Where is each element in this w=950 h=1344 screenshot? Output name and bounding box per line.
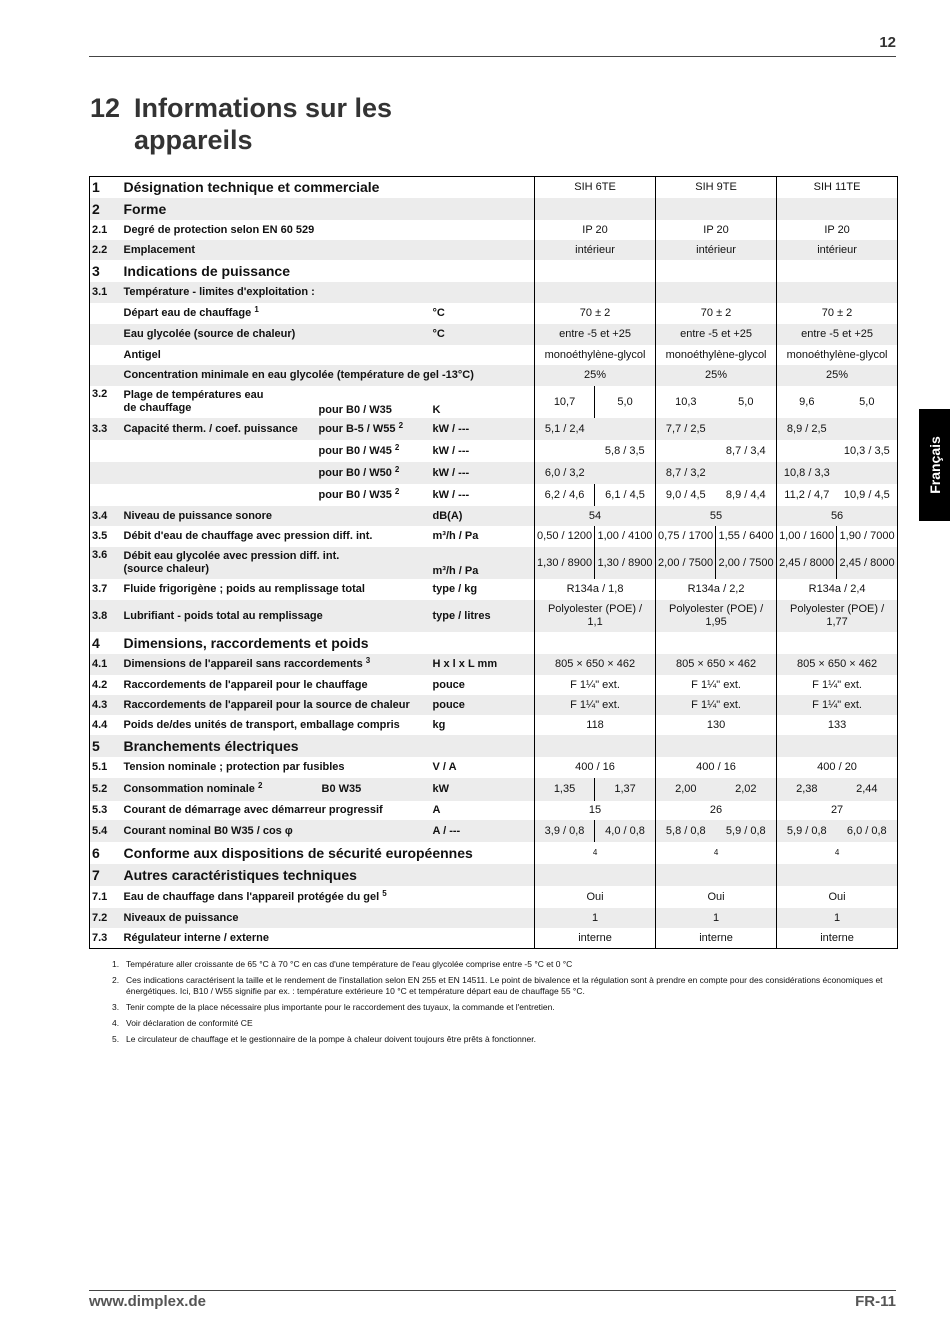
- table-row: [90, 820, 898, 842]
- value-cell: [595, 462, 656, 484]
- value-cell: interne: [656, 928, 777, 949]
- value-cell: 8,7 / 3,4: [725, 444, 766, 457]
- row-label: Niveau de puissance sonore: [122, 506, 431, 526]
- row-id: 7: [90, 864, 122, 886]
- row-id: 3.8: [90, 600, 122, 632]
- value-cell: 1,00 / 4100: [595, 526, 656, 547]
- unit: A: [432, 804, 441, 816]
- value-cell: 1,30 / 8900: [535, 547, 595, 579]
- value-cell: 5,0: [859, 395, 875, 408]
- value-cell: 400 / 16: [656, 757, 777, 778]
- value-cell: 4,0 / 0,8: [595, 820, 656, 842]
- footnote: 3. Tenir compte de la place nécessaire plus importante pour le raccordement des tuyaux, la commande et l'entretien.: [112, 1002, 555, 1012]
- row-label: Fluide frigorigène ; poids au remplissage total: [123, 583, 365, 595]
- top-rule: [89, 56, 896, 57]
- row-id: 6: [92, 844, 100, 861]
- row-label: Raccordements de l'appareil pour le chauffage: [123, 678, 368, 691]
- value-cell: Oui: [656, 886, 777, 908]
- value-cell: Oui: [535, 886, 656, 908]
- value-cell: interne: [535, 928, 656, 949]
- value-cell: 8,9 / 2,5: [777, 418, 837, 440]
- row-label: Tension nominale ; protection par fusibles: [123, 761, 345, 773]
- value-cell: 8,9 / 4,4: [725, 488, 766, 501]
- value-cell: 26: [656, 801, 777, 820]
- row-label: Capacité therm. / coef. puissance: [122, 418, 317, 440]
- footnote-ref: 2: [394, 464, 400, 474]
- value-cell: 70 ± 2: [777, 303, 898, 324]
- value-cell: 9,0 / 4,5: [656, 484, 716, 506]
- row-id: 5.2: [90, 778, 122, 801]
- value-cell: 70 ± 2: [535, 303, 656, 324]
- footnote-ref: 2: [394, 442, 400, 452]
- row-id: 3.4: [90, 506, 122, 526]
- table-row: [90, 600, 898, 632]
- row-label: Degré de protection selon EN 60 529: [123, 223, 315, 236]
- unit: m³/h / Pa: [432, 530, 479, 542]
- table-row: [90, 654, 898, 675]
- table-row: [90, 240, 898, 260]
- table-row: [90, 908, 898, 928]
- value-cell: 5,9 / 0,8: [716, 820, 777, 842]
- value-cell: 5,8 / 3,5: [604, 444, 645, 457]
- row-label: Eau glycolée (source de chaleur): [122, 324, 431, 345]
- value-cell: 2,00 / 7500: [716, 547, 777, 579]
- unit: pouce: [431, 695, 535, 715]
- value-cell: R134a / 1,8: [535, 579, 656, 600]
- value-cell: 0,75 / 1700: [656, 526, 716, 547]
- unit: °C: [431, 324, 535, 345]
- value-cell: 1,55 / 6400: [716, 526, 777, 547]
- unit: type / litres: [431, 600, 535, 632]
- value-cell: 10,8 / 3,3: [777, 462, 837, 484]
- unit: pouce: [432, 678, 465, 691]
- value-cell: 1: [777, 908, 898, 928]
- row-id: 3.1: [90, 282, 122, 303]
- value-cell: 70 ± 2: [656, 303, 777, 324]
- value-cell: 118: [535, 715, 656, 735]
- row-id: 1: [92, 179, 100, 196]
- table-row: [90, 324, 898, 345]
- unit: kg: [432, 718, 446, 731]
- value-cell: 8,7 / 3,2: [656, 462, 716, 484]
- table-row: [90, 632, 898, 654]
- table-row: [90, 177, 898, 198]
- value-cell: entre -5 et +25: [656, 324, 777, 345]
- row-id: 2: [90, 198, 122, 220]
- value-cell: 6,0 / 0,8: [837, 820, 898, 842]
- value-cell: 15: [535, 801, 656, 820]
- unit: A / ---: [431, 820, 535, 842]
- value-cell: 25%: [656, 365, 777, 386]
- model-3: SIH 11TE: [777, 177, 898, 198]
- unit: dB(A): [431, 506, 535, 526]
- value-cell: 2,38: [777, 778, 837, 801]
- footnote-ref: 4: [777, 842, 898, 864]
- footnotes: [112, 959, 892, 1050]
- unit: kW: [431, 778, 535, 801]
- table-row: [90, 842, 898, 864]
- value-cell: 805 × 650 × 462: [777, 654, 898, 675]
- value-cell: R134a / 2,4: [777, 579, 898, 600]
- value-cell: [716, 418, 777, 440]
- value-cell: 7,7 / 2,5: [656, 418, 716, 440]
- chapter-title-text: Informations sur les appareils: [134, 93, 393, 155]
- row-label: Conforme aux dispositions de sécurité européennes: [123, 844, 473, 861]
- value-cell: [535, 440, 595, 462]
- condition: pour B-5 / W55 $^2$: [317, 418, 431, 440]
- row-id: 3.2: [92, 387, 108, 400]
- table-row: [90, 260, 898, 282]
- table-row: [90, 886, 898, 908]
- value-cell: 0,50 / 1200: [535, 526, 595, 547]
- value-cell: 1,35: [535, 778, 595, 801]
- value-cell: Oui: [777, 886, 898, 908]
- table-row: [90, 778, 898, 801]
- value-cell: F 1¼" ext.: [656, 675, 777, 695]
- value-cell: 5,0: [738, 395, 754, 408]
- table-row: [90, 198, 898, 220]
- condition: pour B0 / W35 $^2$: [318, 486, 400, 501]
- value-cell: 3,9 / 0,8: [535, 820, 595, 842]
- table-row: [90, 462, 898, 484]
- model-1: SIH 6TE: [535, 177, 656, 198]
- value-cell: 805 × 650 × 462: [656, 654, 777, 675]
- row-id: 4.3: [90, 695, 122, 715]
- value-cell: 6,1 / 4,5: [595, 484, 656, 506]
- value-cell: 27: [777, 801, 898, 820]
- value-cell: monoéthylène-glycol: [777, 345, 898, 365]
- website-link[interactable]: www.dimplex.de: [89, 1293, 206, 1310]
- value-cell: 5,8 / 0,8: [656, 820, 716, 842]
- row-id: 5.4: [90, 820, 122, 842]
- value-cell: 10,3 / 3,5: [843, 444, 890, 457]
- value-cell: 54: [535, 506, 656, 526]
- row-label: Eau de chauffage dans l'appareil protégée du gel $^5$: [123, 888, 387, 903]
- condition: pour B0 / W45 $^2$: [318, 442, 400, 457]
- row-id: 3.5: [92, 530, 108, 542]
- row-id: 7.1: [92, 890, 108, 903]
- table-row: [90, 365, 898, 386]
- footnote-ref: 5: [382, 888, 387, 898]
- row-label: Indications de puissance: [123, 262, 290, 279]
- value-cell: 10,3: [656, 386, 716, 418]
- value-cell: 11,2 / 4,7: [777, 484, 837, 506]
- spec-table: [89, 176, 898, 949]
- row-label: Température - limites d'exploitation :: [122, 282, 535, 303]
- footnote-ref: 4: [535, 842, 656, 864]
- value-cell: F 1¼" ext.: [656, 695, 777, 715]
- row-label: Plage de températures eau de chauffage: [123, 388, 264, 414]
- row-id: 5: [90, 735, 122, 757]
- value-cell: [777, 440, 837, 462]
- value-cell: 2,02: [716, 778, 777, 801]
- table-row: [90, 220, 898, 240]
- value-cell: monoéthylène-glycol: [535, 345, 656, 365]
- value-cell: 9,6: [777, 386, 837, 418]
- value-cell: F 1¼" ext.: [535, 675, 656, 695]
- footnote: 4. Voir déclaration de conformité CE: [112, 1018, 253, 1028]
- unit: kW / ---: [432, 488, 470, 501]
- unit: kW / ---: [431, 462, 535, 484]
- row-id: 2.1: [92, 223, 108, 236]
- value-cell: 5,9 / 0,8: [777, 820, 837, 842]
- value-cell: 2,45 / 8000: [837, 547, 898, 579]
- value-cell: entre -5 et +25: [535, 324, 656, 345]
- table-row: [90, 579, 898, 600]
- unit: °C: [432, 307, 445, 319]
- row-id: 4.2: [92, 678, 108, 691]
- row-label: Désignation technique et commerciale: [123, 179, 380, 196]
- page-reference: FR-11: [855, 1293, 896, 1310]
- row-label: Départ eau de chauffage $^1$: [123, 305, 259, 319]
- value-cell: 6,0 / 3,2: [535, 462, 595, 484]
- row-id: 4: [92, 634, 100, 651]
- value-cell: 56: [777, 506, 898, 526]
- row-id: 4.1: [90, 654, 122, 675]
- table-row: [90, 695, 898, 715]
- row-id: 3: [92, 262, 100, 279]
- row-id: 2.2: [90, 240, 122, 260]
- row-label: Antigel: [123, 348, 161, 361]
- unit: m³/h / Pa: [431, 547, 535, 579]
- table-row: [90, 506, 898, 526]
- value-cell: 55: [656, 506, 777, 526]
- value-cell: IP 20: [535, 220, 656, 240]
- unit: K: [432, 403, 441, 416]
- footnote-ref: 2: [257, 781, 263, 790]
- value-cell: 1,00 / 1600: [777, 526, 837, 547]
- value-cell: intérieur: [777, 240, 898, 260]
- table-row: [90, 282, 898, 303]
- value-cell: Polyolester (POE) / 1,1: [535, 600, 656, 632]
- footnote-ref: 3: [365, 656, 371, 665]
- unit: H x l x L mm: [431, 654, 535, 675]
- table-row: [90, 864, 898, 886]
- row-id: 3.3: [90, 418, 122, 440]
- table-row: [90, 547, 898, 579]
- value-cell: 25%: [535, 365, 656, 386]
- value-cell: [716, 462, 777, 484]
- row-label: Autres caractéristiques techniques: [122, 864, 535, 886]
- value-cell: 133: [777, 715, 898, 735]
- footnote-ref: 2: [398, 420, 404, 430]
- value-cell: [837, 418, 898, 440]
- value-cell: 1: [535, 908, 656, 928]
- value-cell: 400 / 16: [535, 757, 656, 778]
- table-row: [90, 675, 898, 695]
- value-cell: 2,44: [837, 778, 898, 801]
- row-label: Lubrifiant - poids total au remplissage: [122, 600, 431, 632]
- value-cell: monoéthylène-glycol: [656, 345, 777, 365]
- unit: kW / ---: [431, 418, 535, 440]
- row-label: Poids de/des unités de transport, emballage compris: [123, 718, 400, 731]
- row-label: Branchements électriques: [122, 735, 535, 757]
- value-cell: entre -5 et +25: [777, 324, 898, 345]
- row-label: Concentration minimale en eau glycolée (température de gel -13°C): [122, 365, 535, 386]
- unit: type / kg: [432, 583, 478, 595]
- row-id: 7.3: [92, 931, 108, 944]
- value-cell: 2,00 / 7500: [656, 547, 716, 579]
- language-tab-label: Français: [926, 436, 943, 494]
- bottom-rule: [89, 1290, 896, 1291]
- table-row: [90, 757, 898, 778]
- row-label: Dimensions de l'appareil sans raccordements $^3$: [122, 654, 431, 675]
- table-row: [90, 440, 898, 462]
- value-cell: R134a / 2,2: [656, 579, 777, 600]
- value-cell: 1: [656, 908, 777, 928]
- footnote-ref: 4: [656, 842, 777, 864]
- value-cell: Polyolester (POE) / 1,95: [656, 600, 777, 632]
- value-cell: [595, 418, 656, 440]
- value-cell: 1,37: [595, 778, 656, 801]
- table-row: [90, 801, 898, 820]
- row-label: Débit eau glycolée avec pression diff. int. (source chaleur): [122, 547, 431, 579]
- value-cell: 400 / 20: [777, 757, 898, 778]
- value-cell: 1,30 / 8900: [595, 547, 656, 579]
- row-id: 4.4: [92, 718, 108, 731]
- value-cell: 10,7: [535, 386, 595, 418]
- footnote-ref: 2: [394, 486, 400, 496]
- row-label: Courant de démarrage avec démarreur progressif: [123, 804, 383, 816]
- table-row: [90, 303, 898, 324]
- value-cell: 130: [656, 715, 777, 735]
- value-cell: 5,0: [595, 386, 656, 418]
- table-row: [90, 735, 898, 757]
- condition: pour B0 / W35: [318, 403, 392, 416]
- value-cell: 10,9 / 4,5: [843, 488, 890, 501]
- footnote: 1. Température aller croissante de 65 °C à 70 °C en cas d'une température de l'eau glycolée comprise entre -5 °C et 0 °C: [112, 959, 573, 969]
- value-cell: IP 20: [777, 220, 898, 240]
- row-label: Niveaux de puissance: [122, 908, 535, 928]
- value-cell: [837, 462, 898, 484]
- value-cell: 25%: [777, 365, 898, 386]
- value-cell: intérieur: [535, 240, 656, 260]
- footnote: 5. Le circulateur de chauffage et le gestionnaire de la pompe à chaleur doivent toujours être prêts à fonctionner.: [112, 1034, 536, 1044]
- value-cell: 5,1 / 2,4: [535, 418, 595, 440]
- row-label: Raccordements de l'appareil pour la source de chaleur: [122, 695, 431, 715]
- row-id: 3.7: [92, 583, 108, 595]
- row-label: Consommation nominale $^2$: [122, 778, 317, 801]
- row-label: Dimensions, raccordements et poids: [123, 634, 369, 651]
- unit: V / A: [432, 761, 457, 773]
- value-cell: 805 × 650 × 462: [535, 654, 656, 675]
- table-row: [90, 526, 898, 547]
- row-id: 3.6: [90, 547, 122, 579]
- table-row: [90, 715, 898, 735]
- value-cell: F 1¼" ext.: [535, 695, 656, 715]
- table-row: [90, 418, 898, 440]
- page-number: 12: [879, 34, 896, 51]
- value-cell: 2,45 / 8000: [777, 547, 837, 579]
- value-cell: IP 20: [656, 220, 777, 240]
- model-2: SIH 9TE: [656, 177, 777, 198]
- row-id: 7.2: [90, 908, 122, 928]
- row-id: 5.3: [92, 804, 108, 816]
- footnote: 2. Ces indications caractérisent la taille et le rendement de l'installation selon EN 255 et EN 14511. Le point de bivalence et la régulation sont à prendre en compte pour des considérations économiques et énergétiques. Ici, B10 / W55 signifie par ex. : température extérieure 10 °C et température départ eau de chauffage 55 °C.: [112, 975, 883, 996]
- value-cell: 1,90 / 7000: [837, 526, 898, 547]
- row-label: Régulateur interne / externe: [123, 931, 269, 944]
- value-cell: 2,00: [656, 778, 716, 801]
- row-label: Forme: [122, 198, 535, 220]
- condition: B0 W35: [317, 778, 431, 801]
- value-cell: F 1¼" ext.: [777, 675, 898, 695]
- row-id: 5.1: [92, 761, 108, 773]
- language-tab[interactable]: [919, 409, 950, 521]
- value-cell: 6,2 / 4,6: [535, 484, 595, 506]
- table-row: [90, 345, 898, 365]
- value-cell: F 1¼" ext.: [777, 695, 898, 715]
- condition: pour B0 / W50 $^2$: [317, 462, 431, 484]
- table-row: [90, 386, 898, 418]
- value-cell: Polyolester (POE) / 1,77: [777, 600, 898, 632]
- footnote-ref: 1: [254, 305, 259, 314]
- chapter-title: [90, 92, 490, 156]
- value-cell: [656, 440, 716, 462]
- value-cell: interne: [777, 928, 898, 949]
- row-label: Débit d'eau de chauffage avec pression diff. int.: [123, 530, 373, 542]
- table-row: [90, 928, 898, 949]
- unit: kW / ---: [432, 444, 470, 457]
- chapter-number: 12: [90, 93, 121, 123]
- table-row: [90, 484, 898, 506]
- value-cell: intérieur: [656, 240, 777, 260]
- row-label: Courant nominal B0 W35 / cos φ: [122, 820, 431, 842]
- row-label: Emplacement: [122, 240, 535, 260]
